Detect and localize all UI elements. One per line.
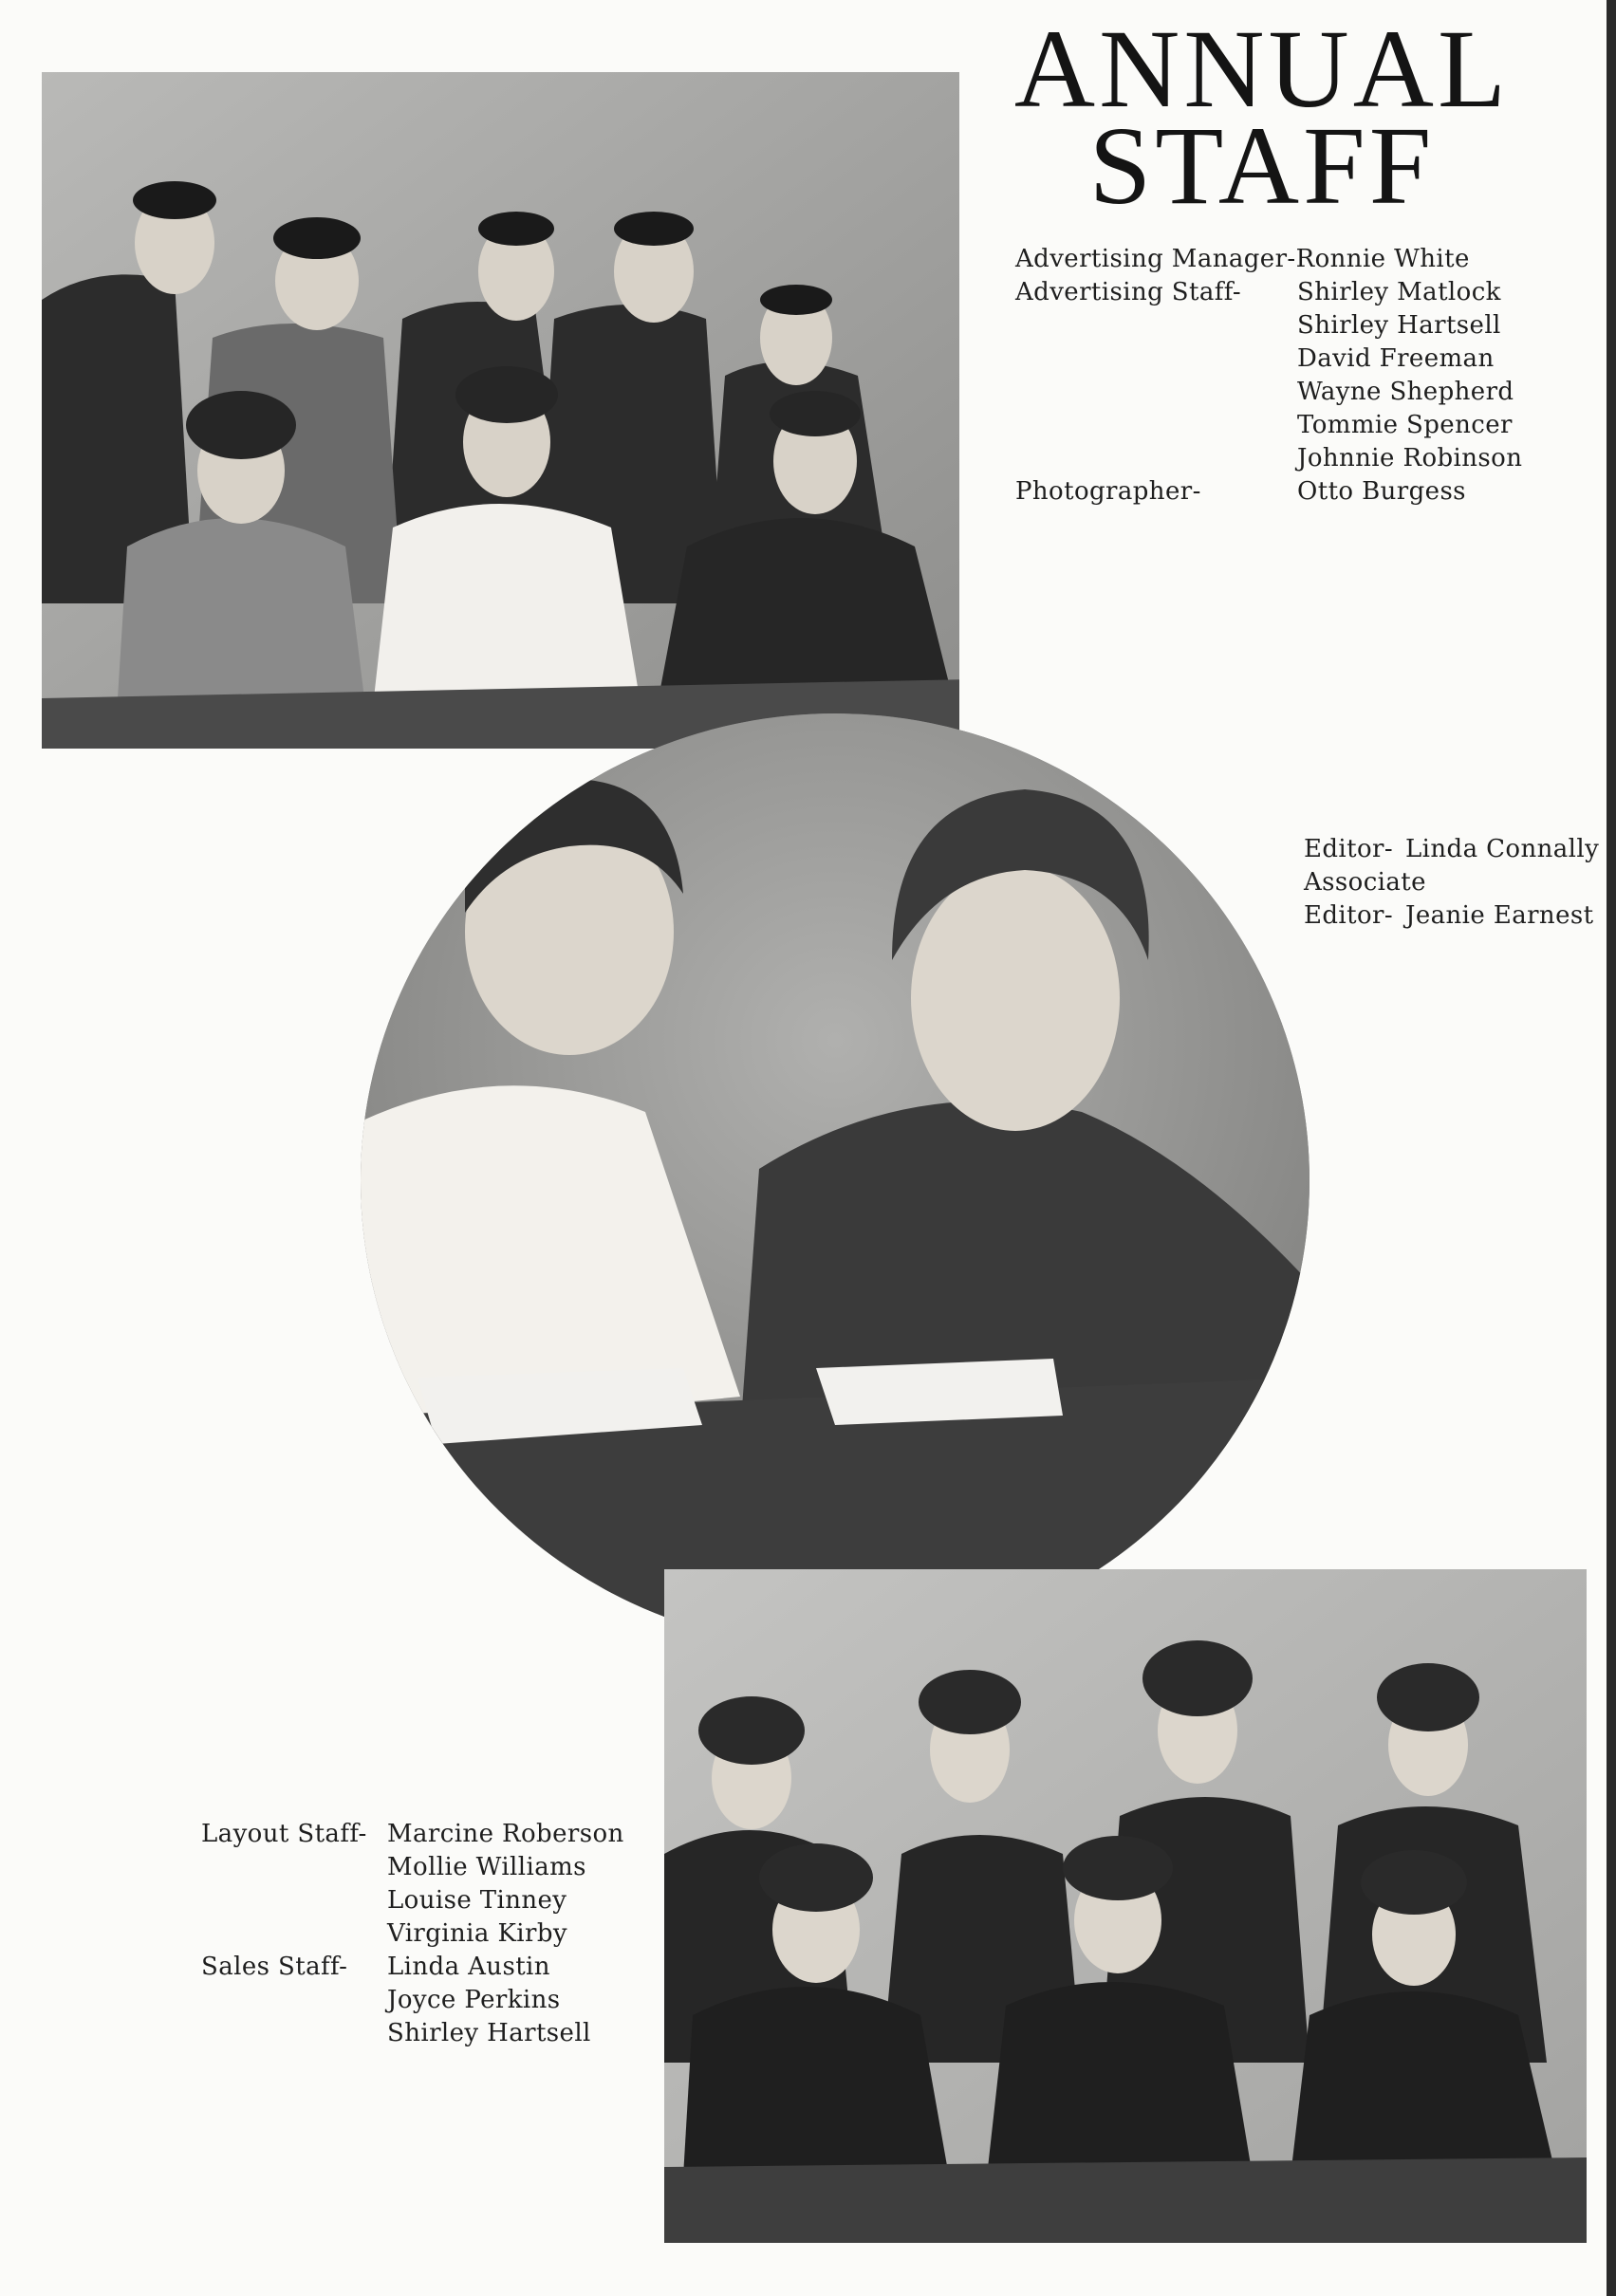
staff-name: Shirley Hartsell: [387, 2019, 591, 2047]
staff-name: David Freeman: [1297, 344, 1495, 373]
editors-photo: [361, 713, 1310, 1648]
staff-name: Louise Tinney: [387, 1886, 567, 1915]
associate-editor-row: [1304, 899, 1599, 933]
staff-name: Shirley Matlock: [1297, 278, 1501, 306]
sales-staff-row: [201, 1951, 624, 2050]
advertising-manager-name: Ronnie White: [1295, 245, 1470, 273]
photographer-row: [1015, 475, 1522, 509]
staff-name: Virginia Kirby: [387, 1919, 567, 1948]
staff-name: Tommie Spencer: [1297, 411, 1513, 439]
advertising-staff-role: Advertising Staff-: [1015, 278, 1242, 306]
scan-edge: [1607, 0, 1616, 2296]
staff-name: Wayne Shepherd: [1297, 378, 1514, 406]
associate-editor-role: Editor-: [1304, 901, 1394, 930]
editor-role: Editor-: [1304, 835, 1394, 863]
advertising-staff-names: [1297, 276, 1522, 475]
editor-name: Linda Connally: [1405, 835, 1600, 863]
advertising-manager-role: Advertising Manager-: [1015, 245, 1296, 273]
advertising-manager-row: [1015, 243, 1522, 276]
staff-name: Mollie Williams: [387, 1853, 586, 1881]
photographer-name: Otto Burgess: [1297, 477, 1466, 506]
layout-staff-role: Layout Staff-: [201, 1820, 367, 1848]
associate-label: Associate: [1304, 868, 1426, 897]
associate-editor-name: Jeanie Earnest: [1405, 901, 1594, 930]
title-line-2: STAFF: [1088, 103, 1436, 228]
advertising-staff-row: [1015, 276, 1522, 475]
title-line-1: ANNUAL: [1013, 7, 1511, 131]
layout-staff-row: [201, 1818, 624, 1951]
page-title: [987, 7, 1537, 228]
advertising-credits: [1015, 243, 1522, 509]
sales-staff-names: [387, 1951, 591, 2050]
staff-name: Johnnie Robinson: [1297, 444, 1523, 472]
layout-sales-credits: [201, 1818, 624, 2050]
layout-sales-staff-photo: [664, 1569, 1587, 2243]
photographer-role: Photographer-: [1015, 477, 1201, 506]
editor-row: [1304, 833, 1599, 866]
editor-credits: [1304, 833, 1599, 933]
staff-name: Marcine Roberson: [387, 1820, 624, 1848]
advertising-staff-photo: [42, 72, 969, 749]
sales-staff-role: Sales Staff-: [201, 1953, 348, 1981]
staff-name: Joyce Perkins: [387, 1986, 561, 2014]
staff-name: Linda Austin: [387, 1953, 550, 1981]
staff-name: Shirley Hartsell: [1297, 311, 1501, 340]
associate-row: [1304, 866, 1599, 899]
layout-staff-names: [387, 1818, 624, 1951]
